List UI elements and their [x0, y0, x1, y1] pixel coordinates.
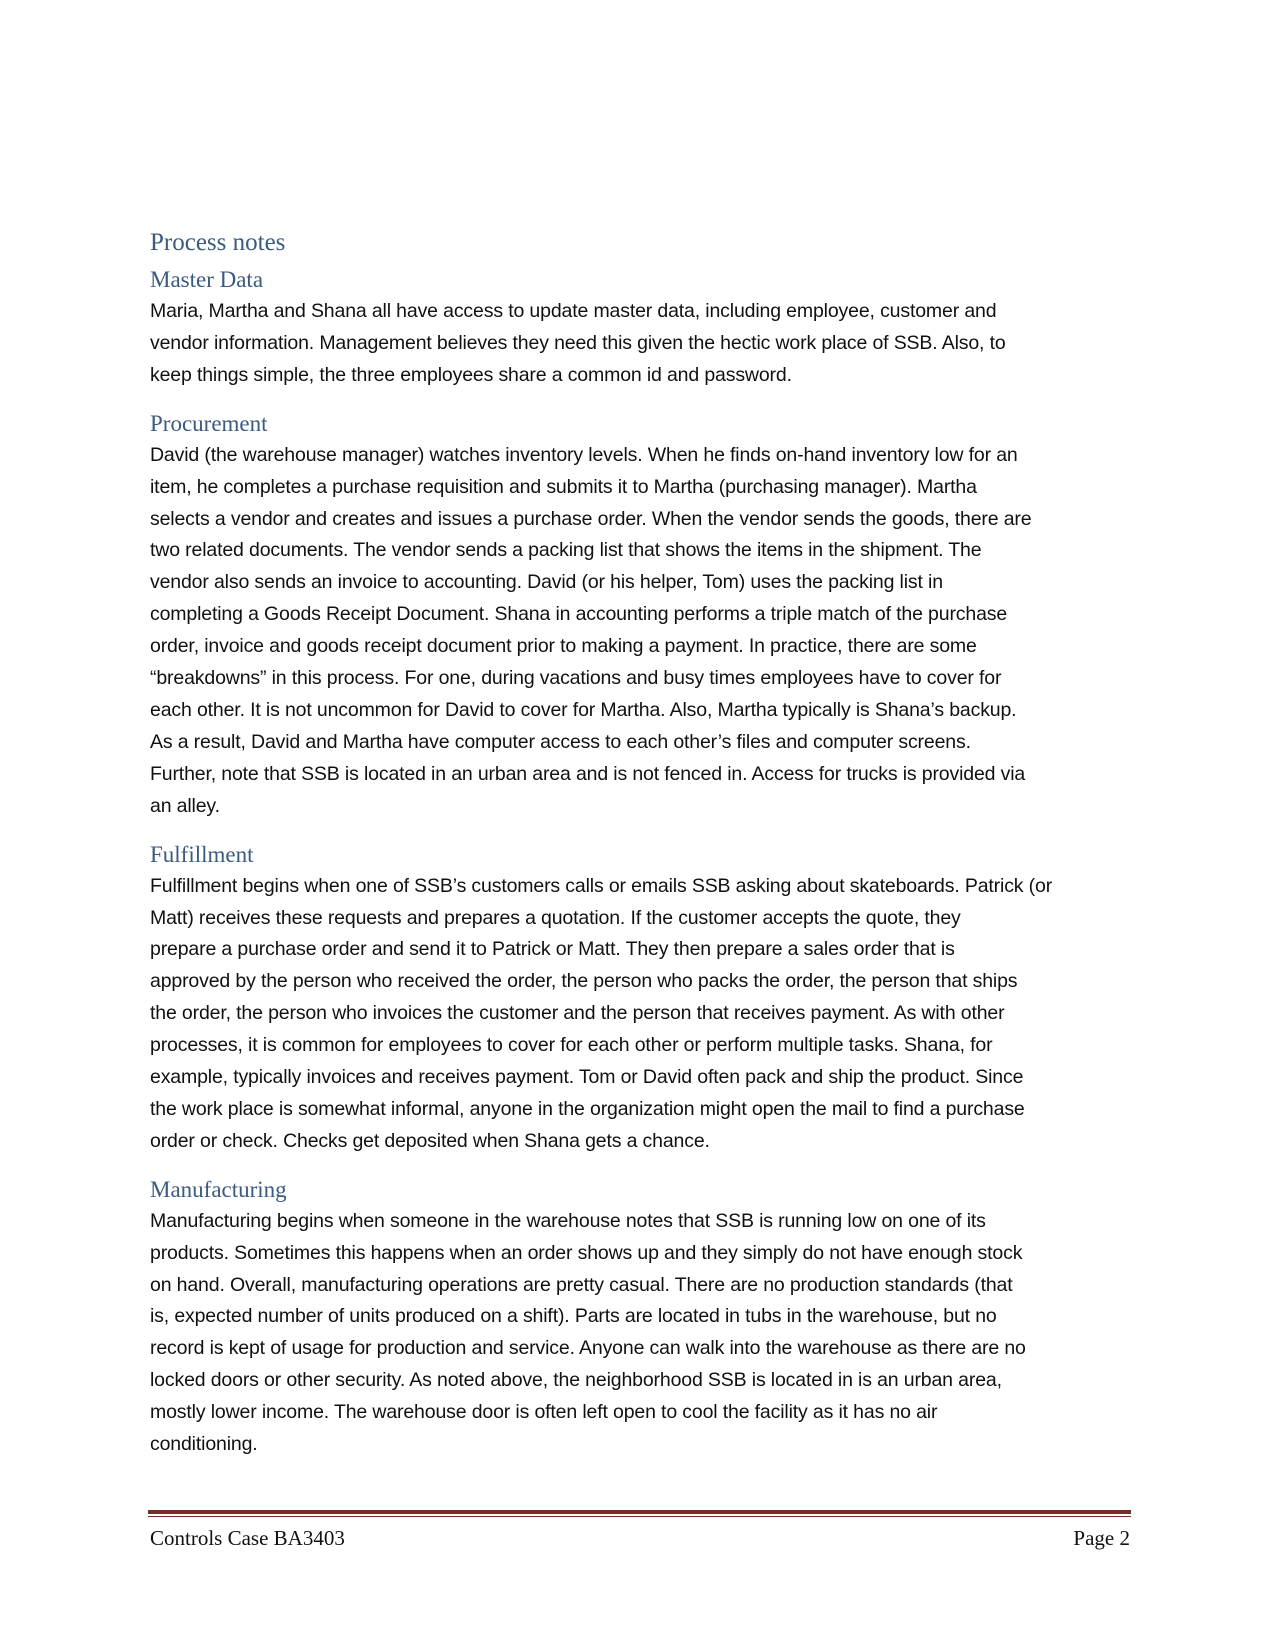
text-line: As a result, David and Martha have computer access to each other’s files and computer screens.	[150, 730, 971, 753]
text-line: order, invoice and goods receipt document prior to making a payment. In practice, there are some	[150, 635, 977, 658]
section-master-data	[150, 266, 1140, 392]
section-procurement	[150, 410, 1140, 823]
footer-divider-thin	[148, 1516, 1131, 1517]
text-line: “breakdowns” in this process. For one, during vacations and busy times employees have to cover for	[150, 667, 1002, 690]
text-line: processes, it is common for employees to cover for each other or perform multiple tasks. Shana, for	[150, 1034, 993, 1057]
text-line: item, he completes a purchase requisition and submits it to Martha (purchasing manager). Martha	[150, 475, 977, 498]
section-heading: Fulfillment	[150, 841, 254, 867]
text-line: on hand. Overall, manufacturing operations are pretty casual. There are no production standards (that	[150, 1273, 1013, 1296]
text-line: is, expected number of units produced on a shift). Parts are located in tubs in the warehouse, but no	[150, 1305, 997, 1328]
text-line: record is kept of usage for production and service. Anyone can walk into the warehouse as there are no	[150, 1337, 1026, 1360]
text-line: approved by the person who received the order, the person who packs the order, the person that ships	[150, 970, 1018, 993]
section-heading: Procurement	[150, 410, 268, 436]
section-heading: Manufacturing	[150, 1176, 287, 1202]
page-title: Process notes	[150, 229, 286, 256]
text-line: David (the warehouse manager) watches inventory levels. When he finds on-hand inventory low for an	[150, 443, 1018, 466]
text-line: the order, the person who invoices the customer and the person that receives payment. As with other	[150, 1002, 1005, 1025]
text-line: vendor information. Management believes they need this given the hectic work place of SSB. Also, to	[150, 331, 1006, 354]
text-line: mostly lower income. The warehouse door is often left open to cool the facility as it has no air	[150, 1401, 938, 1424]
section-paragraph	[150, 440, 1140, 823]
text-line: an alley.	[150, 794, 220, 817]
text-line: Further, note that SSB is located in an urban area and is not fenced in. Access for trucks is provided via	[150, 762, 1026, 785]
text-line: conditioning.	[150, 1433, 258, 1456]
text-line: Matt) receives these requests and prepares a quotation. If the customer accepts the quote, they	[150, 906, 961, 929]
text-line: two related documents. The vendor sends a packing list that shows the items in the shipment. The	[150, 539, 982, 562]
section-paragraph	[150, 871, 1140, 1158]
text-line: vendor also sends an invoice to accounting. David (or his helper, Tom) uses the packing list in	[150, 571, 943, 594]
footer-document-title: Controls Case BA3403	[150, 1526, 345, 1550]
footer-divider-thick	[148, 1510, 1131, 1514]
text-line: each other. It is not uncommon for David to cover for Martha. Also, Martha typically is Shana’s backup.	[150, 698, 1017, 721]
section-fulfillment	[150, 841, 1140, 1158]
section-manufacturing	[150, 1176, 1140, 1461]
text-line: example, typically invoices and receives payment. Tom or David often pack and ship the product. Since	[150, 1066, 1024, 1089]
text-line: products. Sometimes this happens when an order shows up and they simply do not have enough stock	[150, 1241, 1023, 1264]
footer-divider	[148, 1510, 1131, 1518]
section-paragraph	[150, 296, 1140, 392]
text-line: completing a Goods Receipt Document. Shana in accounting performs a triple match of the purchase	[150, 603, 1008, 626]
page-body	[150, 228, 1140, 1461]
text-line: order or check. Checks get deposited when Shana gets a chance.	[150, 1129, 710, 1152]
text-line: locked doors or other security. As noted above, the neighborhood SSB is located in is an urban area,	[150, 1369, 1002, 1392]
text-line: the work place is somewhat informal, anyone in the organization might open the mail to find a purchase	[150, 1097, 1025, 1120]
text-line: selects a vendor and creates and issues a purchase order. When the vendor sends the goods, there are	[150, 507, 1032, 530]
text-line: keep things simple, the three employees share a common id and password.	[150, 363, 792, 386]
section-paragraph	[150, 1206, 1140, 1461]
text-line: Maria, Martha and Shana all have access to update master data, including employee, customer and	[150, 300, 997, 322]
text-line: prepare a purchase order and send it to Patrick or Matt. They then prepare a sales order that is	[150, 938, 955, 961]
footer-page-number: Page 2	[1073, 1526, 1130, 1550]
text-line: Manufacturing begins when someone in the warehouse notes that SSB is running low on one of its	[150, 1209, 986, 1232]
text-line: Fulfillment begins when one of SSB’s customers calls or emails SSB asking about skateboards. Patrick (or	[150, 874, 1053, 897]
section-heading: Master Data	[150, 267, 264, 292]
